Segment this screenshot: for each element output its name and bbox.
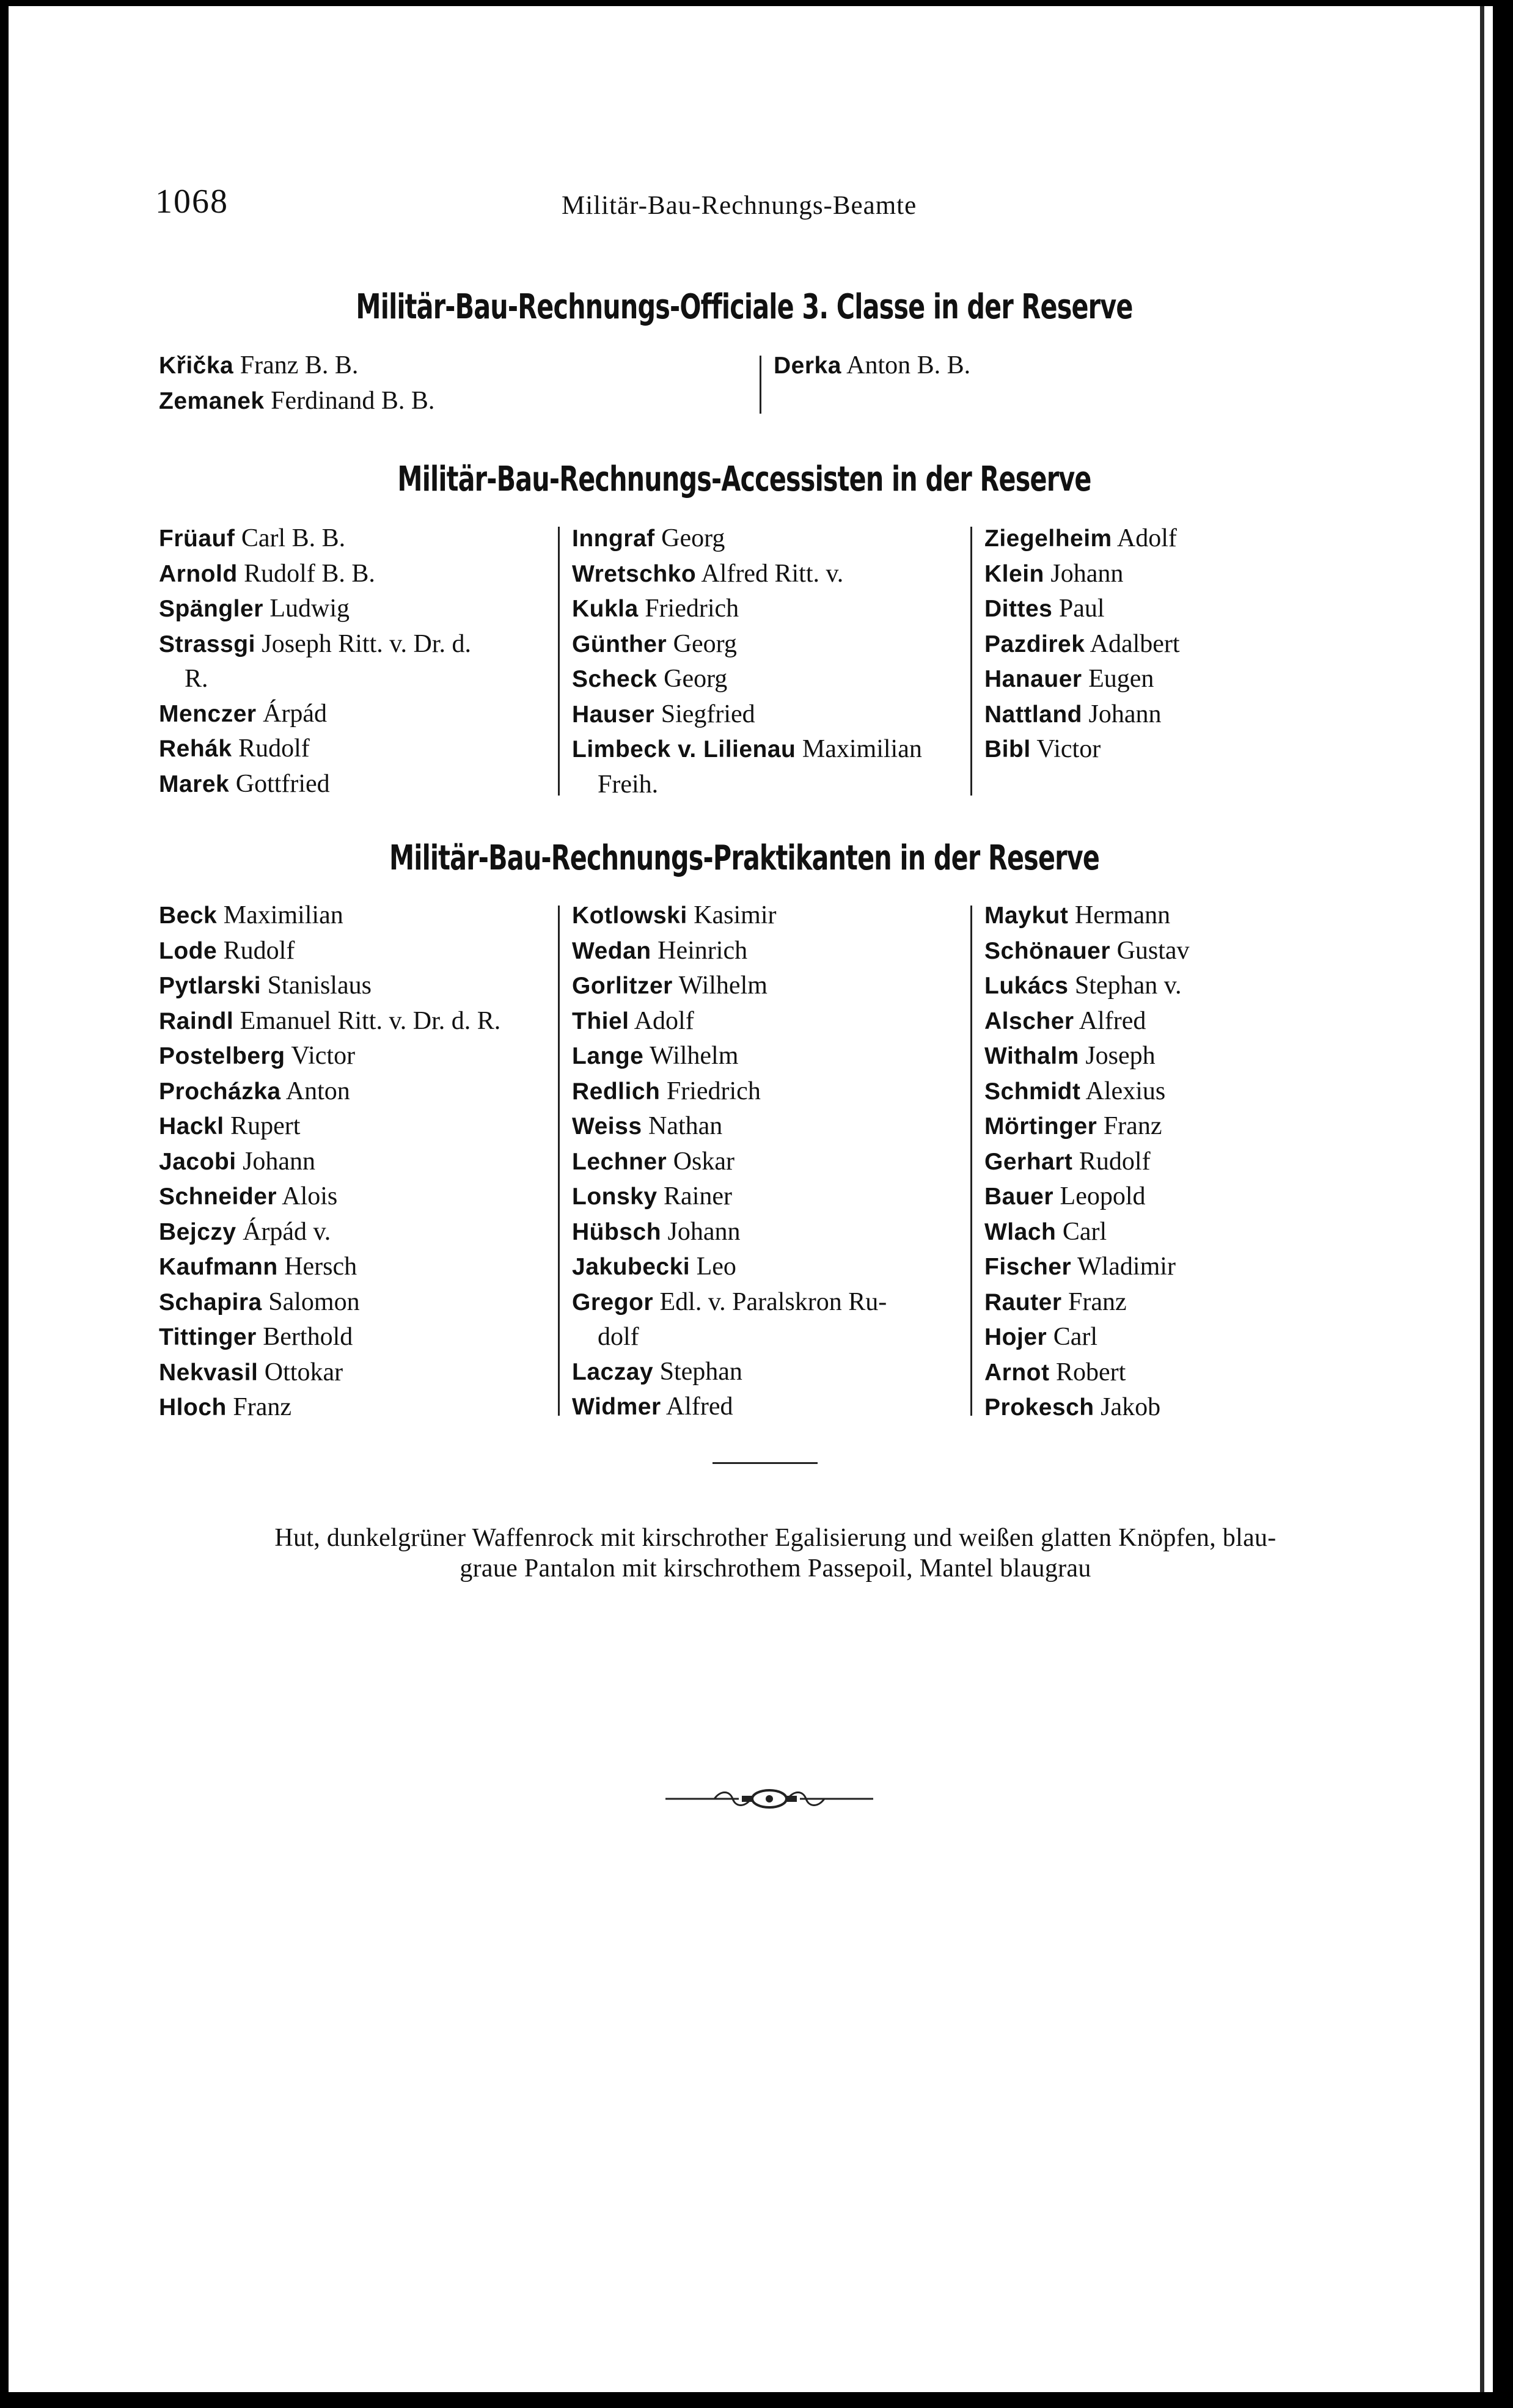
list-item [572, 1215, 887, 1250]
surname: Hauser [572, 701, 655, 728]
surname: Arnold [159, 560, 238, 587]
list-item [159, 1320, 500, 1355]
surname: Rehák [159, 736, 232, 762]
list-item [572, 968, 887, 1004]
given-name: Wilhelm [678, 972, 767, 1000]
surname: Spängler [159, 596, 263, 622]
given-name: Franz [1103, 1112, 1162, 1140]
given-name: Paul [1058, 595, 1105, 623]
given-name: Johann [1050, 559, 1124, 588]
surname: Ziegelheim [984, 525, 1112, 552]
surname: Pytlarski [159, 973, 262, 999]
list-item [572, 1389, 887, 1425]
given-name: Joseph [1085, 1042, 1156, 1070]
given-name: Stanislaus [267, 972, 372, 1000]
surname: Mörtinger [984, 1113, 1097, 1140]
given-name: Anton [285, 1077, 350, 1105]
surname: Früauf [159, 525, 235, 552]
surname: Bibl [984, 736, 1031, 763]
list-item [984, 521, 1180, 557]
list-item [159, 968, 500, 1004]
given-name: Edl. v. Paralskron Ru- [659, 1287, 887, 1316]
surname: Wretschko [572, 560, 697, 587]
list-item [159, 934, 500, 969]
uniform-description-line-1: Hut, dunkelgrüner Waffenrock mit kirschrother Egalisierung und weißen glatten Knöpfen, blau- [274, 1524, 1277, 1552]
separator-rule [713, 1462, 818, 1464]
list-item [984, 627, 1180, 662]
section-title-praktikanten: Militär-Bau-Rechnungs-Praktikanten in der Reserve [389, 838, 1100, 878]
surname: Nekvasil [159, 1359, 258, 1386]
list-item [984, 1215, 1190, 1250]
given-name: Salomon [268, 1287, 360, 1316]
surname: Jakubecki [572, 1254, 691, 1280]
list-item [774, 348, 970, 384]
running-title: Militär-Bau-Rechnungs-Beamte [562, 191, 917, 220]
given-name: Adolf [1116, 524, 1177, 552]
surname: Hanauer [984, 666, 1082, 692]
list-item [984, 1179, 1190, 1215]
list-item [159, 1004, 500, 1039]
list-item [572, 1109, 887, 1144]
given-name: Adolf [634, 1006, 694, 1035]
surname: Scheck [572, 666, 658, 692]
list-item [984, 1320, 1190, 1355]
given-name: Georg [661, 524, 725, 552]
section-officiale-column-2 [774, 348, 970, 384]
surname: Thiel [572, 1008, 629, 1034]
given-name: Joseph Ritt. v. Dr. d. [262, 629, 472, 658]
given-name: Kasimir [694, 901, 777, 929]
given-name: Anton B. B. [846, 351, 971, 379]
section-officiale-column-1 [159, 348, 434, 419]
section-title-accessisten: Militär-Bau-Rechnungs-Accessisten in der Reserve [397, 459, 1091, 499]
section-title-officiale: Militär-Bau-Rechnungs-Officiale 3. Classe in der Reserve [356, 287, 1133, 327]
list-item [572, 934, 887, 969]
surname: Hackl [159, 1113, 224, 1140]
list-item [159, 1039, 500, 1074]
list-item [159, 767, 471, 802]
surname: Lukács [984, 973, 1069, 999]
list-item [984, 1250, 1190, 1285]
column-divider [558, 527, 560, 796]
given-name: Ottokar [264, 1358, 343, 1386]
section-accessisten-column-1 [159, 521, 471, 802]
list-item [984, 1004, 1190, 1039]
surname: Wlach [984, 1218, 1057, 1245]
given-name: Franz [1068, 1287, 1127, 1316]
list-item [572, 1004, 887, 1039]
surname: Lange [572, 1043, 644, 1069]
surname: Menczer [159, 700, 257, 727]
surname: Schneider [159, 1184, 277, 1210]
list-item [572, 1039, 887, 1074]
surname: Schmidt [984, 1078, 1081, 1105]
list-item [159, 1250, 500, 1285]
given-name: Stephan [659, 1357, 742, 1386]
surname: Nattland [984, 701, 1082, 728]
page-number: 1068 [155, 183, 229, 221]
list-item [159, 1285, 500, 1320]
surname: Fischer [984, 1254, 1072, 1280]
surname: Kukla [572, 596, 639, 622]
list-item [984, 591, 1180, 627]
given-name: Gustav [1116, 936, 1190, 965]
given-name: Friedrich [645, 595, 739, 623]
given-name: Oskar [673, 1147, 735, 1176]
list-item [984, 898, 1190, 934]
surname: Redlich [572, 1078, 661, 1105]
list-item [984, 968, 1190, 1004]
list-item [159, 1074, 500, 1110]
given-name: Alois [282, 1182, 338, 1210]
given-name: Emanuel Ritt. v. Dr. d. R. [240, 1006, 501, 1035]
column-divider [970, 906, 972, 1416]
given-name: Ludwig [269, 595, 350, 623]
surname: Pazdirek [984, 631, 1085, 657]
surname: Derka [774, 353, 841, 379]
given-name: Heinrich [658, 936, 748, 965]
surname: Hloch [159, 1394, 227, 1421]
given-name: Robert [1055, 1358, 1126, 1386]
list-item [572, 1144, 887, 1180]
list-item [572, 591, 922, 627]
surname: Raindl [159, 1008, 234, 1034]
given-name: Freih. [598, 770, 659, 799]
given-name: Adalbert [1090, 629, 1180, 658]
list-item [572, 1285, 887, 1320]
given-name: Rupert [230, 1112, 301, 1140]
surname: Dittes [984, 596, 1053, 622]
list-item [572, 732, 922, 767]
given-name: Alfred [1079, 1006, 1146, 1035]
given-name: Gottfried [235, 769, 330, 798]
surname: Bauer [984, 1184, 1054, 1210]
given-name: Georg [664, 665, 728, 693]
given-name: Leo [696, 1253, 736, 1281]
given-name: Nathan [648, 1112, 723, 1140]
surname: Maykut [984, 902, 1069, 929]
section-accessisten-column-3 [984, 521, 1180, 767]
surname: Bejczy [159, 1218, 236, 1245]
column-divider [558, 906, 560, 1416]
list-item [159, 731, 471, 767]
given-name: Rudolf [238, 734, 310, 763]
surname: Křička [159, 353, 234, 379]
list-item [984, 662, 1180, 697]
given-name: Hersch [284, 1253, 357, 1281]
list-item [984, 1355, 1190, 1391]
list-item [572, 1250, 887, 1285]
list-item [572, 1355, 887, 1390]
given-name: R. [185, 665, 208, 693]
surname: Postelberg [159, 1043, 285, 1069]
list-item [572, 662, 922, 697]
given-name: Carl B. B. [241, 524, 346, 552]
list-item [984, 1074, 1190, 1110]
list-item [984, 934, 1190, 969]
given-name: Berthold [263, 1323, 353, 1351]
list-item [159, 348, 434, 384]
surname: Arnot [984, 1359, 1050, 1386]
given-name: Victor [1036, 735, 1101, 763]
list-item [159, 591, 471, 627]
uniform-description-line-2: graue Pantalon mit kirschrothem Passepoil, Mantel blaugrau [460, 1554, 1091, 1583]
list-item [572, 557, 922, 592]
surname: Hojer [984, 1324, 1047, 1350]
given-name: Wladimir [1077, 1253, 1176, 1281]
surname: Alscher [984, 1008, 1074, 1034]
list-item [159, 1215, 500, 1250]
list-item [159, 1355, 500, 1391]
list-item [159, 1144, 500, 1180]
section-accessisten-column-2 [572, 521, 922, 802]
list-item [572, 627, 922, 662]
surname: Kotlowski [572, 902, 687, 929]
surname: Marek [159, 770, 230, 797]
given-name: Ferdinand B. B. [271, 386, 435, 415]
given-name: Rudolf B. B. [244, 559, 375, 588]
list-item [984, 1144, 1190, 1180]
given-name: Árpád [263, 699, 328, 728]
given-name: Alfred [665, 1392, 733, 1421]
section-praktikanten-column-1 [159, 898, 500, 1425]
column-divider [970, 527, 972, 796]
surname: Lode [159, 937, 218, 964]
given-name: Siegfried [661, 700, 755, 728]
list-item [984, 1390, 1190, 1425]
surname: Widmer [572, 1394, 661, 1420]
given-name: Johann [667, 1217, 741, 1246]
given-name: dolf [598, 1323, 639, 1351]
list-item-continuation [572, 1320, 887, 1355]
given-name: Eugen [1088, 665, 1154, 693]
surname: Klein [984, 560, 1044, 587]
list-item [984, 732, 1180, 767]
surname: Limbeck v. Lilienau [572, 736, 796, 763]
surname: Kaufmann [159, 1254, 278, 1280]
page-edge [1480, 6, 1493, 2392]
list-item [159, 898, 500, 934]
list-item [984, 557, 1180, 592]
list-item [159, 557, 471, 592]
surname: Tittinger [159, 1324, 257, 1350]
list-item [984, 1039, 1190, 1074]
surname: Procházka [159, 1078, 281, 1105]
list-item [159, 521, 471, 557]
list-item [572, 521, 922, 557]
list-item [159, 384, 434, 419]
given-name: Jakob [1101, 1393, 1161, 1421]
list-item [159, 697, 471, 732]
list-item [572, 1179, 887, 1215]
given-name: Stephan v. [1074, 972, 1182, 1000]
given-name: Carl [1053, 1323, 1098, 1351]
given-name: Georg [673, 629, 737, 658]
list-item-continuation [572, 767, 922, 802]
surname: Wedan [572, 937, 651, 964]
surname: Inngraf [572, 525, 655, 552]
list-item [159, 627, 471, 662]
given-name: Rudolf [223, 936, 295, 965]
column-divider [760, 356, 761, 414]
surname: Schönauer [984, 937, 1111, 964]
surname: Strassgi [159, 631, 255, 657]
given-name: Johann [243, 1147, 316, 1176]
given-name: Leopold [1060, 1182, 1146, 1210]
surname: Günther [572, 631, 667, 657]
list-item [984, 697, 1180, 733]
surname: Zemanek [159, 387, 265, 414]
given-name: Maximilian [223, 901, 343, 929]
surname: Laczay [572, 1358, 654, 1385]
list-item [984, 1285, 1190, 1320]
surname: Rauter [984, 1289, 1062, 1316]
given-name: Rudolf [1079, 1147, 1151, 1176]
list-item [159, 1109, 500, 1144]
given-name: Friedrich [666, 1077, 761, 1105]
surname: Jacobi [159, 1148, 236, 1175]
given-name: Carl [1062, 1217, 1107, 1246]
list-item [572, 697, 922, 733]
given-name: Johann [1088, 700, 1162, 728]
surname: Weiss [572, 1113, 642, 1140]
given-name: Franz B. B. [240, 351, 359, 379]
given-name: Árpád v. [243, 1217, 331, 1246]
uniform-description [161, 1523, 1390, 1584]
list-item [984, 1109, 1190, 1144]
given-name: Hermann [1074, 901, 1171, 929]
list-item [572, 898, 887, 934]
list-item [159, 1390, 500, 1425]
given-name: Rainer [664, 1182, 732, 1210]
section-praktikanten-column-2 [572, 898, 887, 1425]
document-page [9, 6, 1480, 2392]
surname: Gorlitzer [572, 973, 673, 999]
given-name: Wilhelm [650, 1042, 739, 1070]
given-name: Alfred Ritt. v. [701, 559, 844, 588]
given-name: Victor [291, 1042, 356, 1070]
given-name: Maximilian [802, 735, 922, 763]
surname: Lonsky [572, 1184, 658, 1210]
list-item [159, 1179, 500, 1215]
surname: Gerhart [984, 1148, 1073, 1175]
surname: Hübsch [572, 1218, 662, 1245]
surname: Gregor [572, 1289, 654, 1316]
given-name: Alexius [1085, 1077, 1166, 1105]
surname: Beck [159, 902, 218, 929]
surname: Lechner [572, 1148, 667, 1175]
section-praktikanten-column-3 [984, 898, 1190, 1425]
surname: Prokesch [984, 1394, 1094, 1421]
list-item [572, 1074, 887, 1110]
surname: Schapira [159, 1289, 262, 1316]
list-item-continuation [159, 662, 471, 697]
decorative-ornament [665, 1784, 873, 1813]
surname: Withalm [984, 1043, 1079, 1069]
given-name: Franz [233, 1393, 291, 1421]
